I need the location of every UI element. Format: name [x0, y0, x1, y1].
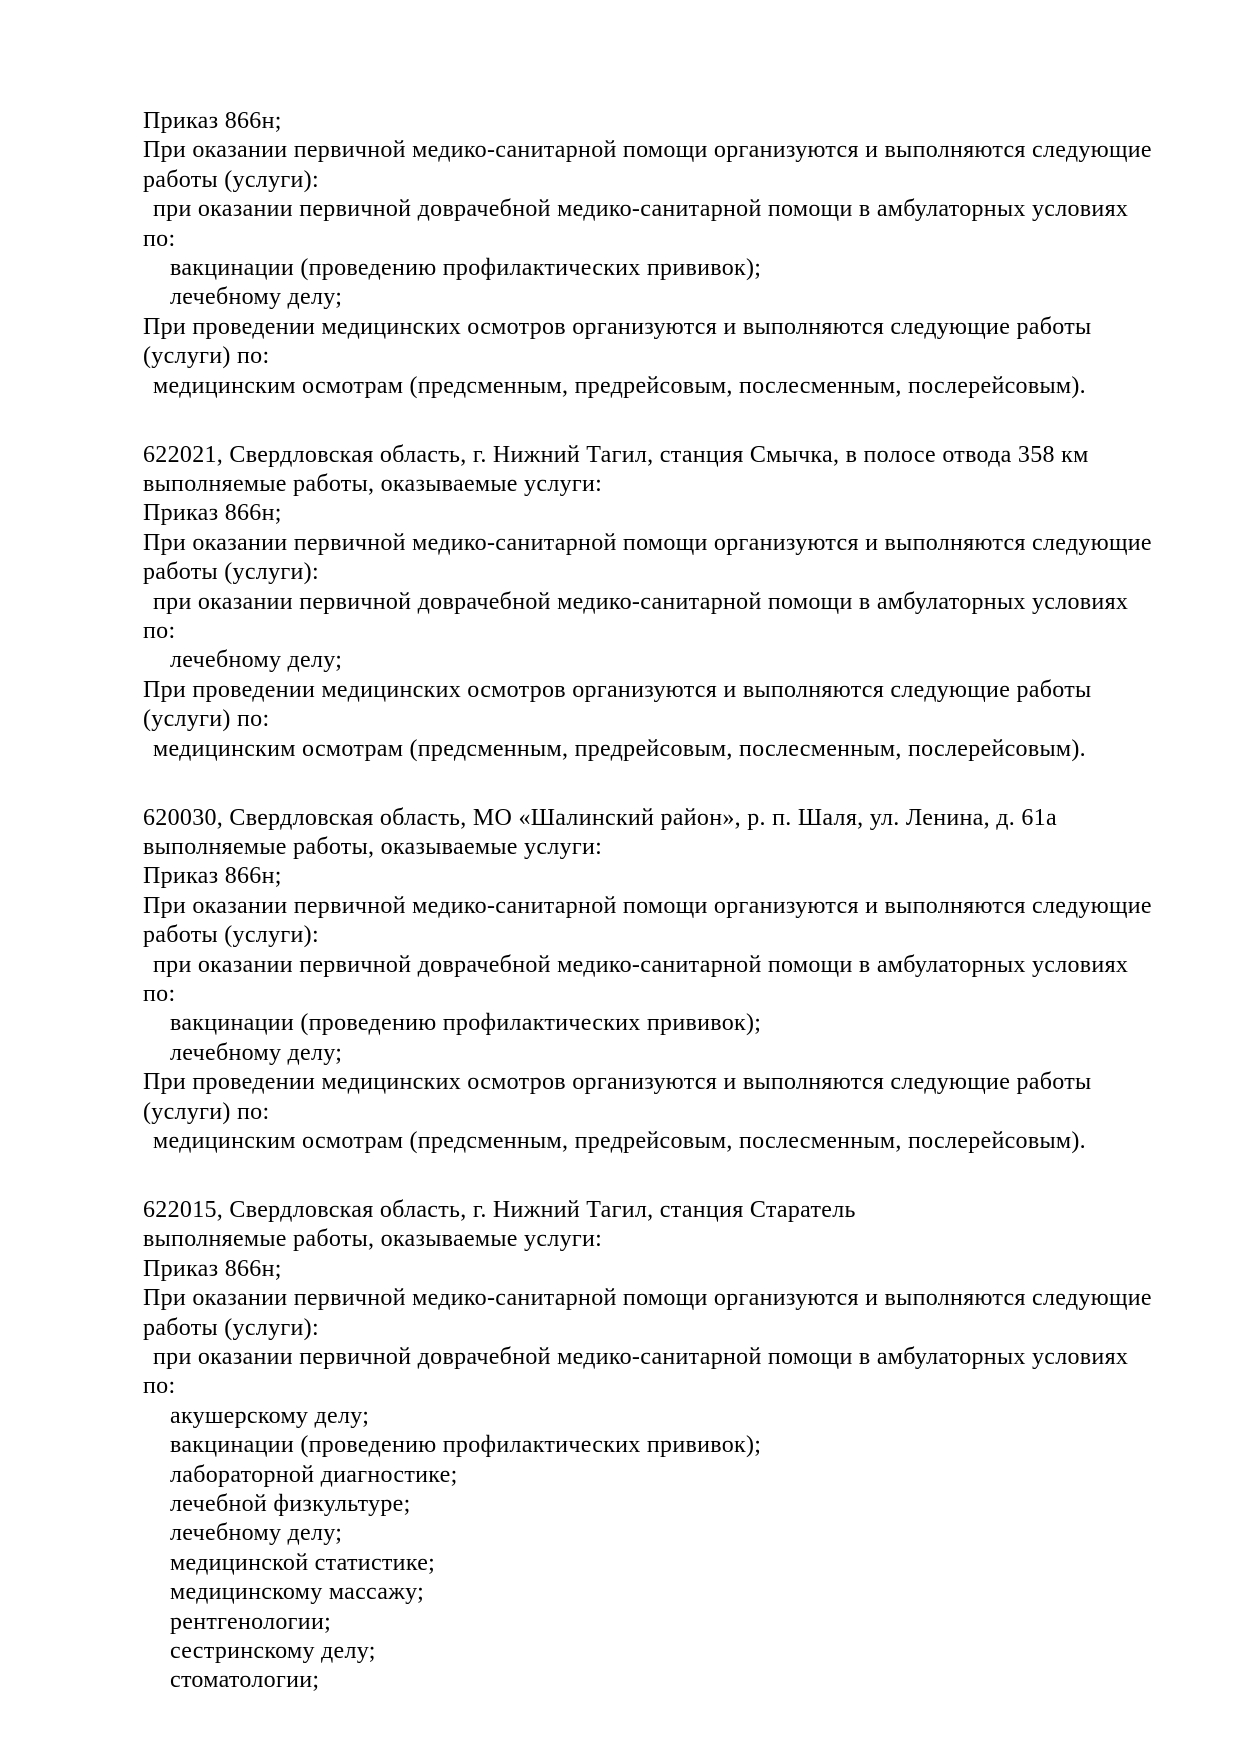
- text-line: 622015, Свердловская область, г. Нижний Тагил, станция Старатель: [143, 1196, 856, 1223]
- text-line: лечебному делу;: [170, 284, 343, 311]
- text-line: при оказании первичной доврачебной медико-санитарной помощи в амбулаторных условиях: [153, 951, 1129, 978]
- text-line: работы (услуги):: [143, 922, 319, 949]
- text-line: 620030, Свердловская область, МО «Шалинский район», р. п. Шаля, ул. Ленина, д. 61а: [143, 804, 1057, 831]
- text-line: При оказании первичной медико-санитарной помощи организуются и выполняются следующие: [143, 892, 1152, 919]
- license-section-2: [143, 441, 1162, 764]
- text-line: работы (услуги):: [143, 1314, 319, 1341]
- text-line: лечебному делу;: [170, 647, 343, 674]
- license-section-4: [143, 1196, 1162, 1696]
- text-line: лечебному делу;: [170, 1039, 343, 1066]
- license-section-1: [143, 107, 1162, 401]
- text-line: работы (услуги):: [143, 559, 319, 586]
- text-line: выполняемые работы, оказываемые услуги:: [143, 470, 603, 497]
- text-line: медицинскому массажу;: [170, 1579, 425, 1606]
- text-line: вакцинации (проведению профилактических прививок);: [170, 255, 762, 282]
- document-body: [143, 107, 1162, 1696]
- text-line: Приказ 866н;: [143, 500, 282, 527]
- text-line: При оказании первичной медико-санитарной помощи организуются и выполняются следующие: [143, 529, 1152, 556]
- text-line: лечебному делу;: [170, 1520, 343, 1547]
- text-line: рентгенологии;: [170, 1608, 332, 1635]
- text-line: вакцинации (проведению профилактических прививок);: [170, 1010, 762, 1037]
- text-line: медицинским осмотрам (предсменным, предрейсовым, послесменным, послерейсовым).: [153, 1128, 1086, 1154]
- license-section-3: [143, 804, 1162, 1157]
- text-line: При проведении медицинских осмотров организуются и выполняются следующие работы: [143, 313, 1092, 340]
- text-line: 622021, Свердловская область, г. Нижний Тагил, станция Смычка, в полосе отвода 358 км: [143, 441, 1089, 468]
- text-line: (услуги) по:: [143, 343, 270, 370]
- text-line: сестринскому делу;: [170, 1638, 376, 1664]
- text-line: медицинским осмотрам (предсменным, предрейсовым, послесменным, послерейсовым).: [153, 372, 1086, 399]
- text-line: выполняемые работы, оказываемые услуги:: [143, 833, 603, 860]
- text-line: медицинским осмотрам (предсменным, предрейсовым, послесменным, послерейсовым).: [153, 735, 1086, 762]
- text-line: При оказании первичной медико-санитарной помощи организуются и выполняются следующие: [143, 1285, 1152, 1312]
- text-line: Приказ 866н;: [143, 1255, 282, 1282]
- text-line: лабораторной диагностике;: [170, 1461, 458, 1488]
- text-line: При оказании первичной медико-санитарной помощи организуются и выполняются следующие: [143, 137, 1152, 164]
- text-line: вакцинации (проведению профилактических прививок);: [170, 1432, 762, 1459]
- text-line: акушерскому делу;: [170, 1402, 370, 1429]
- text-line: при оказании первичной доврачебной медико-санитарной помощи в амбулаторных условиях: [153, 196, 1129, 223]
- text-line: при оказании первичной доврачебной медико-санитарной помощи в амбулаторных условиях: [153, 1343, 1129, 1370]
- text-line: (услуги) по:: [143, 706, 270, 733]
- text-line: (услуги) по:: [143, 1098, 270, 1125]
- text-line: стоматологии;: [170, 1667, 320, 1694]
- text-line: по:: [143, 980, 176, 1007]
- text-line: по:: [143, 1373, 176, 1400]
- text-line: лечебной физкультуре;: [170, 1490, 411, 1517]
- text-line: по:: [143, 618, 176, 644]
- text-line: по:: [143, 225, 176, 252]
- text-line: Приказ 866н;: [143, 108, 282, 134]
- text-line: При проведении медицинских осмотров организуются и выполняются следующие работы: [143, 676, 1092, 703]
- text-line: медицинской статистике;: [170, 1549, 436, 1576]
- text-line: выполняемые работы, оказываемые услуги:: [143, 1226, 603, 1253]
- text-line: работы (услуги):: [143, 166, 319, 193]
- text-line: Приказ 866н;: [143, 863, 282, 890]
- text-line: при оказании первичной доврачебной медико-санитарной помощи в амбулаторных условиях: [153, 588, 1129, 615]
- text-line: При проведении медицинских осмотров организуются и выполняются следующие работы: [143, 1069, 1092, 1096]
